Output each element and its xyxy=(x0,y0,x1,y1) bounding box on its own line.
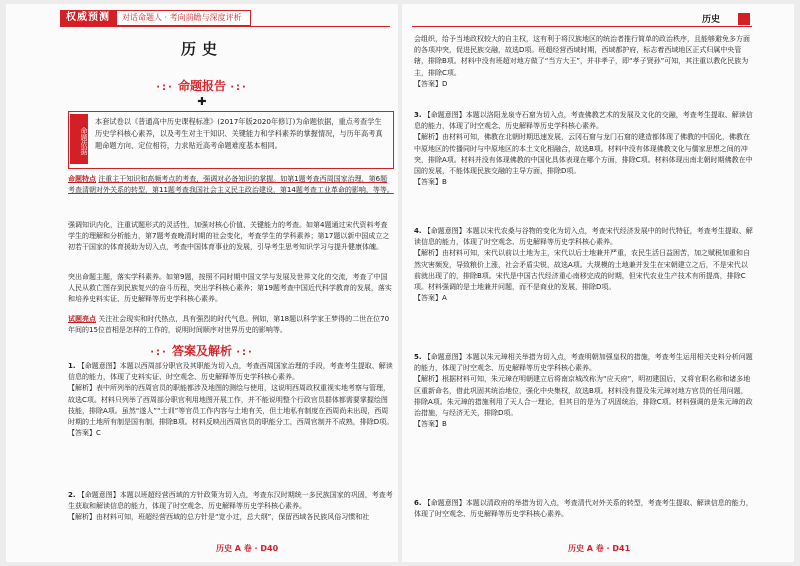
section-heading-report: ·:· 命题报告 ·:· xyxy=(156,79,248,93)
q2-continued: 会组织，给予当地政权较大的自主权，这有利于将汉族地区的统治者推行简单的政治秩序，且能够避免多方面的各项冲突，促进民族交融，故选D项。班超经营西域时期，西域都护府，标志着西域地区正式归属中央管辖，排除B项。材料中没有班超对地方做了“当方大王”，并非孝子，即“孝子贤孙”可知，其注重以教化民族为主，排除C项。 【答案】D xyxy=(414,34,754,90)
header-subject: 历史 xyxy=(702,15,721,25)
q3-intent: 【命题意图】本题以洛阳龙泉寺石窟为切入点，考查佛教艺术的发展及文化的交融，考查考生提取、解读信息的能力，体现了时空观念、历史解释等历史学科核心素养。 xyxy=(414,111,753,131)
decor-dots-icon: ·:· xyxy=(150,347,168,358)
question-6: 6. 【命题意图】本题以清政府的举措为切入点，考查清代对外关系的转型，考查考生提取、解读信息的能力，体现了时空观念、历史解释等历史学科核心素养。 xyxy=(414,499,753,519)
q5-intent: 【命题意图】本题以朱元璋相关举措为切入点，考查明朝加强皇权的措施，考查考生运用相关史料分析问题的能力，体现了时空观念、历史解释等历史学科核心素养。 xyxy=(414,353,753,373)
page-footer: 历史 A 卷 · D40 xyxy=(216,544,279,553)
question-5: 5. 【命题意图】本题以朱元璋相关举措为切入点，考查明朝加强皇权的措施，考查考生运用相关史料分析问题的能力，体现了时空观念、历史解释等历史学科核心素养。 【解析】根据材料可知，朱元璋在明朝建立后将南京城改称为“应天府”，明初建国后，又将官职名称和诸多地区重新命名，借此巩固其统治地位，强化中央集权，故选B项。材料没有提及朱元璋对地方官员的任用问题，排除A项。朱元璋的措施利用了天人合一理论，但其目的是为了巩固统治，排除C项。材料强调的是朱元璋的政治措施，与经济无关，排除D项。 【答案】B xyxy=(414,352,754,430)
q2-answer: 【答案】D xyxy=(414,79,448,88)
cross-icon: ✚ xyxy=(197,95,207,108)
q1-intent: 【命题意图】本题以西周部分职官及其职能为切入点，考查西周国家治理的手段，考查考生提取、解读信息的能力，体现了史料实证、时空观念、历史解释等历史学科核心素养。 xyxy=(68,362,393,382)
left-page xyxy=(6,4,398,562)
question-1: 1. 【命题意图】本题以西周部分职官及其职能为切入点，考查西周国家治理的手段，考查考生提取、解读信息的能力，体现了史料实证、时空观念、历史解释等历史学科核心素养。 【解析】表中所列举的西周官员的职能都涉及地图的测绘与使用，这说明西周政权重视实地考察与管理，故选C项。材料只列举了西周部分职官利用地图开展工作，并不能说明整个行政官员群体都需要掌握绘图技能，排除A项。虽然“遂人”“土训”等官员工作内容与土地有关，但土地私有制度在西周尚未出现，西周时期的土地所有制是国有制，排除B项。材料反映出西周官员的职能分工，西周官制并不成熟，排除D项。 【答案】C xyxy=(68,361,394,439)
question-2: 2. 【命题意图】本题以班超经营西域的方针政策为切入点，考查东汉时期统一多民族国家的巩固，考查考生获取和解读信息的能力，体现了时空观念、历史解释等历史学科核心素养。 【解析】由材料可知，班超经营西域的总方针是“宽小过，总大纲”，保留西域各民族风俗习惯和社 xyxy=(68,490,394,524)
highlight-paragraph: 试题亮点 关注社会现实和时代热点，具有强烈的时代气息。例如，第18题以科学家王梦得的二世在位70年间的15位首相是怎样的工作的，说明时间顺序对世界历史的影响等。 xyxy=(68,315,390,335)
q2-analysis: 【解析】由材料可知，班超经营西域的总方针是“宽小过，总大纲”，保留西域各民族风俗习惯和社 xyxy=(68,513,370,522)
page-title: 历史 xyxy=(180,40,223,58)
paragraph-2: 强调知识内化，注重试题形式的灵活性，加强对核心价值、关键能力的考查。如第4题通过宋代资料考查学生的理解和分析能力，第7题考查晚清时期的社会变化，考查学生的学科素养；第17题以新中国成立之初若干国家的体育援助为切入点，考查中国体育事业的发展，引导考生思考知识学习与提升健康体魄。 xyxy=(68,221,390,252)
decor-dots-icon: ·:· xyxy=(236,347,254,358)
page-footer: 历史 A 卷 · D41 xyxy=(568,544,631,553)
paragraph-3: 突出命题主题，落实学科素养。如第9题，按照不同时期中国文学与发展及世界文化的交流，考查了中国人民从救亡图存到民族复兴的奋斗历程，突出学科核心素养；第19题考查中国近代科学教育的发展，落实和培养史料实证、历史解释等历史学科核心素养。 xyxy=(68,273,392,304)
question-4: 4. 【命题意图】本题以宋代农桑与谷物的变化为切入点，考查宋代经济发展中的时代特征，考查考生提取、解读信息的能力，体现了时空观念、历史解释等历史学科核心素养。 【解析】由材料可知，宋代以前以土地为主，宋代以后土地兼并严重，农民生活日益困苦，加之赋税加重和自然灾害频发，导致粮价上涨，社会矛盾尖锐，故选A项。大规模的土地兼并发生在宋朝建立之后，不是宋代以前就出现了的，排除B项。宋代是中国古代经济重心南移完成的时期，但宋代农业生产技术有所提高，排除C项。材料强调的是土地兼并问题，而不是商业的发展，排除D项。 【答案】A xyxy=(414,226,754,304)
q4-intent: 【命题意图】本题以宋代农桑与谷物的变化为切入点，考查宋代经济发展中的时代特征，考查考生提取、解读信息的能力，体现了时空观念、历史解释等历史学科核心素养。 xyxy=(414,227,753,247)
q1-analysis: 【解析】表中所列举的西周官员的职能都涉及地图的测绘与使用，这说明西周政权重视实地考察与管理，故选C项。材料只列举了西周部分职官利用地图开展工作，并不能说明整个行政官员群体都需要掌握绘图技能，排除A项。虽然“遂人”“土训”等官员工作内容与土地有关，但土地私有制度在西周尚未出现，西周时期的土地所有制是国有制，排除B项。材料反映出西周官员的职能分工，西周官制并不成熟，排除D项。 xyxy=(68,384,394,427)
q5-analysis: 【解析】根据材料可知，朱元璋在明朝建立后将南京城改称为“应天府”，明初建国后，又将官职名称和诸多地区重新命名，借此巩固其统治地位，强化中央集权，故选B项。材料没有提及朱元璋对地方官员的任用问题，排除A项。朱元璋的措施利用了天人合一理论，但其目的是为了巩固统治，排除C项。材料强调的是朱元璋的政治措施，与经济无关，排除D项。 xyxy=(414,375,753,418)
section-heading-answers: ·:· 答案及解析 ·:· xyxy=(150,344,254,358)
q2-intent: 【命题意图】本题以班超经营西域的方针政策为切入点，考查东汉时期统一多民族国家的巩固，考查考生获取和解读信息的能力，体现了时空观念、历史解释等历史学科核心素养。 xyxy=(68,491,393,511)
q6-intent: 【命题意图】本题以清政府的举措为切入点，考查清代对外关系的转型，考查考生提取、解读信息的能力，体现了时空观念、历史解释等历史学科核心素养。 xyxy=(414,499,753,519)
decor-dots-icon: ·:· xyxy=(230,82,248,93)
q4-analysis: 【解析】由材料可知，宋代以前以土地为主，宋代以后土地兼并严重，农民生活日益困苦，加之赋税加重和自然灾害频发，导致粮价上涨，社会矛盾尖锐，故选A项。大规模的土地兼并发生在宋朝建立之后，不是宋代以前就出现了的，排除B项。宋代是中国古代经济重心南移完成的时期，但宋代农业生产技术有所提高，排除C项。材料强调的是土地兼并问题，而不是商业的发展，排除D项。 xyxy=(414,249,750,292)
header-subtitle: 对话命题人 · 考向前瞻与深度评析 xyxy=(116,10,251,26)
header-bar-icon xyxy=(738,13,750,25)
feature-paragraph: 命题特点 注重主干知识和高频考点的考查，强调对必备知识的掌握。如第1题考查西周国家治理，第6题考查清朝对外关系的转型，第11题考查我国社会主义民主政治建设，第14题考查工业革命的影响，等等。 xyxy=(68,175,394,195)
q3-answer: 【答案】B xyxy=(414,178,447,187)
header-banner xyxy=(60,10,251,26)
decor-dots-icon: ·:· xyxy=(156,82,174,93)
q4-answer: 【答案】A xyxy=(414,294,447,303)
q5-answer: 【答案】B xyxy=(414,420,447,429)
brand-label: 权威预测 xyxy=(60,10,116,26)
right-page xyxy=(402,4,794,562)
intro-ribbon: 命题依据 xyxy=(70,114,88,164)
feature-tag: 命题特点 xyxy=(68,175,96,183)
header-rule xyxy=(60,26,390,27)
question-3: 3. 【命题意图】本题以洛阳龙泉寺石窟为切入点，考查佛教艺术的发展及文化的交融，考查考生提取、解读信息的能力，体现了时空观念、历史解释等历史学科核心素养。 【解析】由材料可知，佛教在北朝时期迅速发展，云冈石窟与龙门石窟的建造都体现了佛教的中国化，佛教在中原地区的传播同时与中原地区的本土文化相融合，故选B项。材料中没有体现佛教文化与儒家思想之间的冲突，排除A项。材料并没有体现佛教的中国化具体表现在哪个方面，排除C项。材料体现出南北朝时期佛教在中国的发展，不能体现民族交融的主导方面，排除D项。 【答案】B xyxy=(414,110,754,188)
q3-analysis: 【解析】由材料可知，佛教在北朝时期迅速发展，云冈石窟与龙门石窟的建造都体现了佛教的中国化，佛教在中原地区的传播同时与中原地区的本土文化相融合，故选B项。材料中没有体现佛教文化与儒家思想之间的冲突，排除A项。材料并没有体现佛教的中国化具体表现在哪个方面，排除C项。材料体现出南北朝时期佛教在中国的发展，不能体现民族交融的主导方面，排除D项。 xyxy=(414,133,753,176)
q1-answer: 【答案】C xyxy=(68,429,101,438)
intro-box: 本套试卷以《普通高中历史课程标准》(2017年版2020年修订)为命题依据，重点考查学生历史学科核心素养，以及考生对主干知识、关键能力和学科素养的掌握情况，与历年高考真题命题方向、定位相符，力求贴近高考命题难度基本相同。 xyxy=(68,111,394,169)
highlight-tag: 试题亮点 xyxy=(68,315,96,323)
header-rule xyxy=(412,26,752,27)
